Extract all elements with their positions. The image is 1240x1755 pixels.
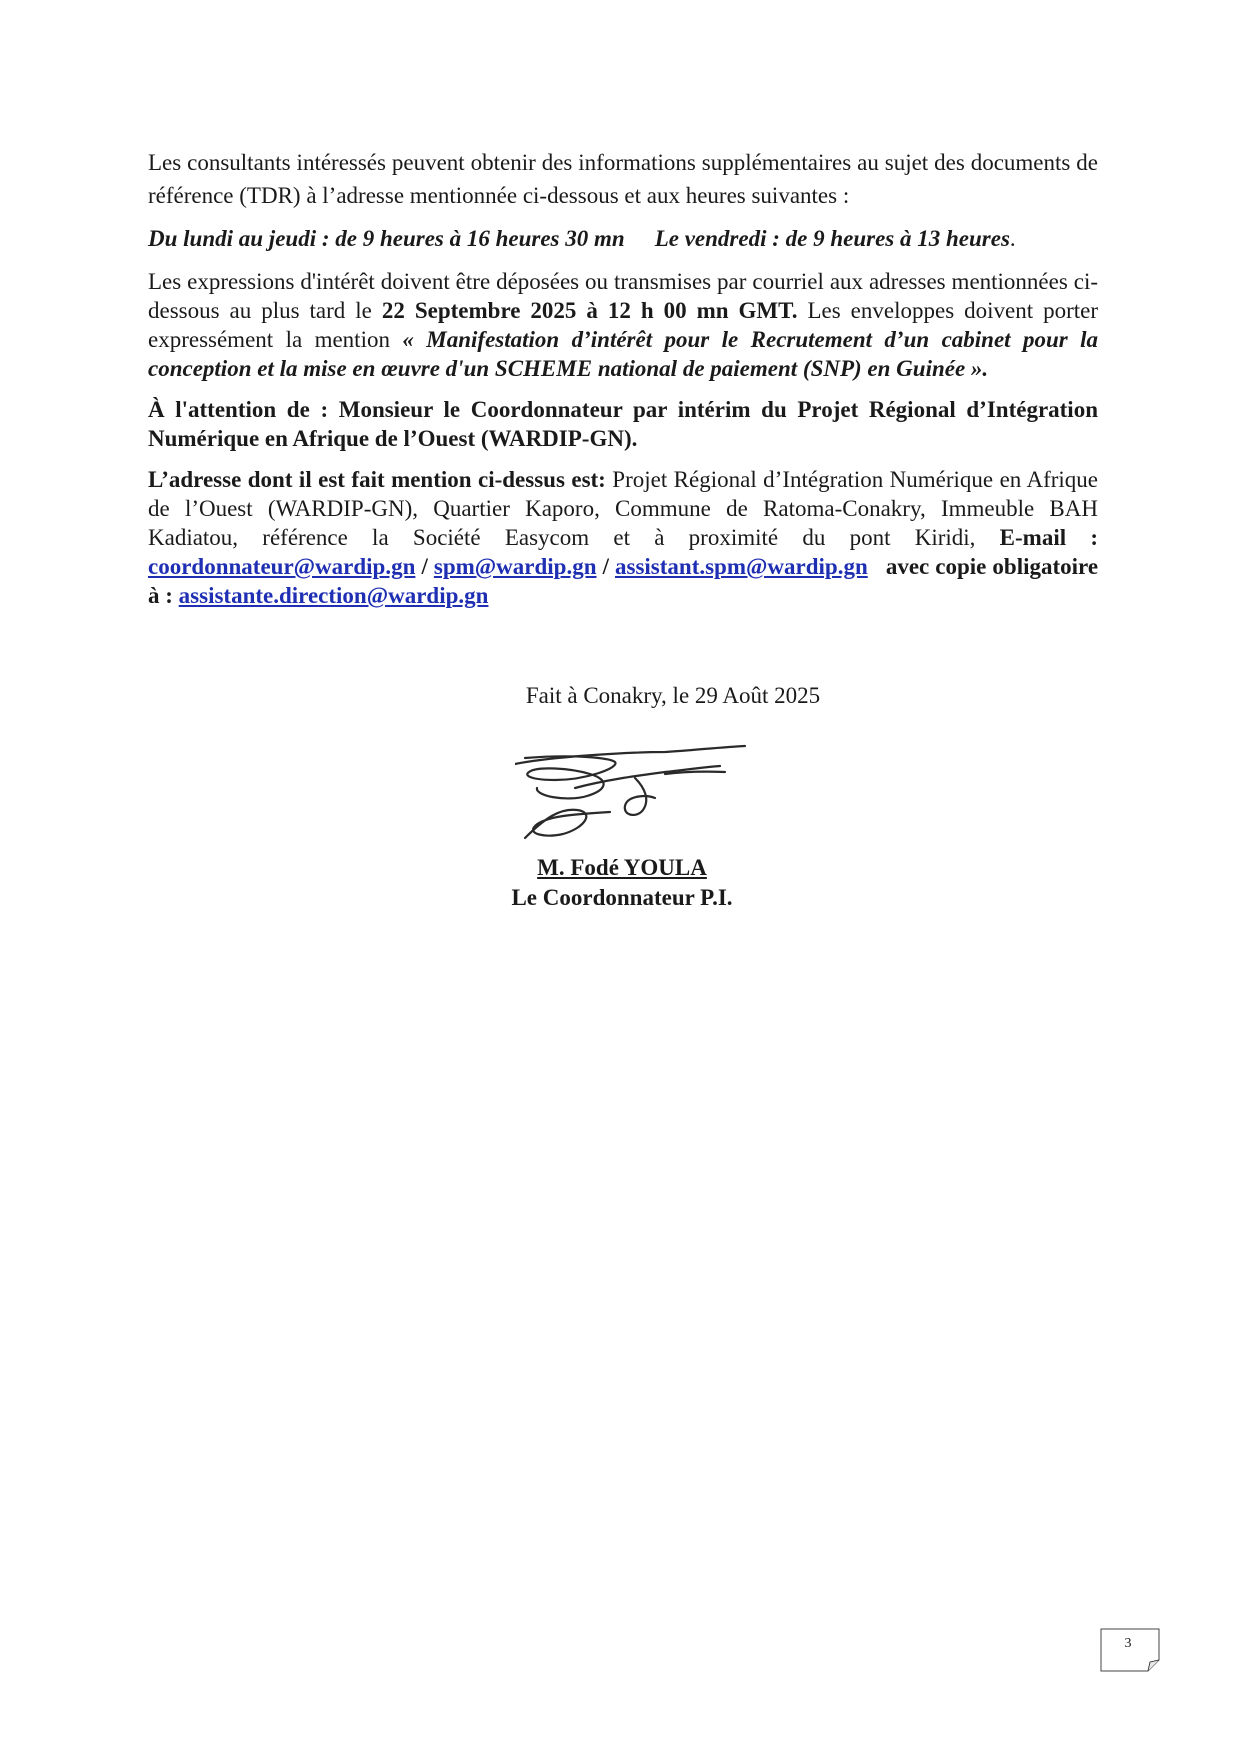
submission-mention: « Manifestation d’intérêt pour le Recrutement d’un cabinet pour la conception et la mise en œuvre d'un SCHEME national de paiement (SNP) en Guinée ».	[148, 327, 1099, 381]
submission-deadline: 22 Septembre 2025 à 12 h 00 mn GMT.	[381, 298, 798, 323]
place-date-text: Fait à Conakry, le 29 Août 2025	[525, 683, 821, 708]
handwritten-signature	[515, 738, 755, 848]
address-text: Projet Régional d’Intégration Numérique en Afrique de l’Ouest (WARDIP-GN), Quartier Kaporo, Commune de Ratoma-Conakry, Immeuble BAH Kadiatou, référence la Société Easycom et à proximité du pont Kiridi,	[148, 467, 1098, 550]
email-separator: /	[602, 554, 609, 579]
paragraph-info	[148, 146, 1098, 212]
copy-label: avec copie obligatoire à :	[148, 554, 1099, 608]
email-label: E-mail :	[999, 525, 1098, 550]
hours-friday: Le vendredi : de 9 heures à 13 heures	[654, 226, 1010, 251]
signer-title: Le Coordonnateur P.I.	[511, 885, 733, 910]
email-link-assistante-direction[interactable]: assistante.direction@wardip.gn	[178, 583, 489, 608]
document-body	[148, 146, 1098, 622]
paragraph-info-text: Les consultants intéressés peuvent obtenir des informations supplémentaires au sujet des documents de référence (TDR) à l’adresse mentionnée ci-dessous et aux heures suivantes :	[148, 150, 1098, 208]
email-link-assistant-spm[interactable]: assistant.spm@wardip.gn	[615, 554, 868, 579]
email-separator: /	[421, 554, 428, 579]
paragraph-submission	[148, 267, 1098, 383]
email-link-coordonnateur[interactable]: coordonnateur@wardip.gn	[148, 554, 416, 579]
hours-weekdays: Du lundi au jeudi : de 9 heures à 16 heures 30 mn	[148, 226, 625, 251]
submission-text-b: Les enveloppes doivent porter expressément la mention	[148, 298, 1099, 352]
opening-hours: Du lundi au jeudi : de 9 heures à 16 heures 30 mn Le vendredi : de 9 heures à 13 heures.	[148, 226, 1016, 251]
signer-name: M. Fodé YOULA	[537, 855, 707, 880]
page-number: 3	[1124, 1636, 1132, 1651]
paragraph-attention	[148, 395, 1098, 453]
email-link-spm[interactable]: spm@wardip.gn	[433, 554, 597, 579]
paragraph-address	[148, 465, 1098, 610]
place-date-line	[148, 681, 1098, 710]
submission-text-a: Les expressions d'intérêt doivent être déposées ou transmises par courriel aux adresses mentionnées ci-dessous au plus tard le	[148, 269, 1098, 323]
attention-text: À l'attention de : Monsieur le Coordonnateur par intérim du Projet Régional d’Intégration Numérique en Afrique de l’Ouest (WARDIP-GN).	[148, 397, 1098, 451]
address-label: L’adresse dont il est fait mention ci-dessus est:	[148, 467, 606, 492]
